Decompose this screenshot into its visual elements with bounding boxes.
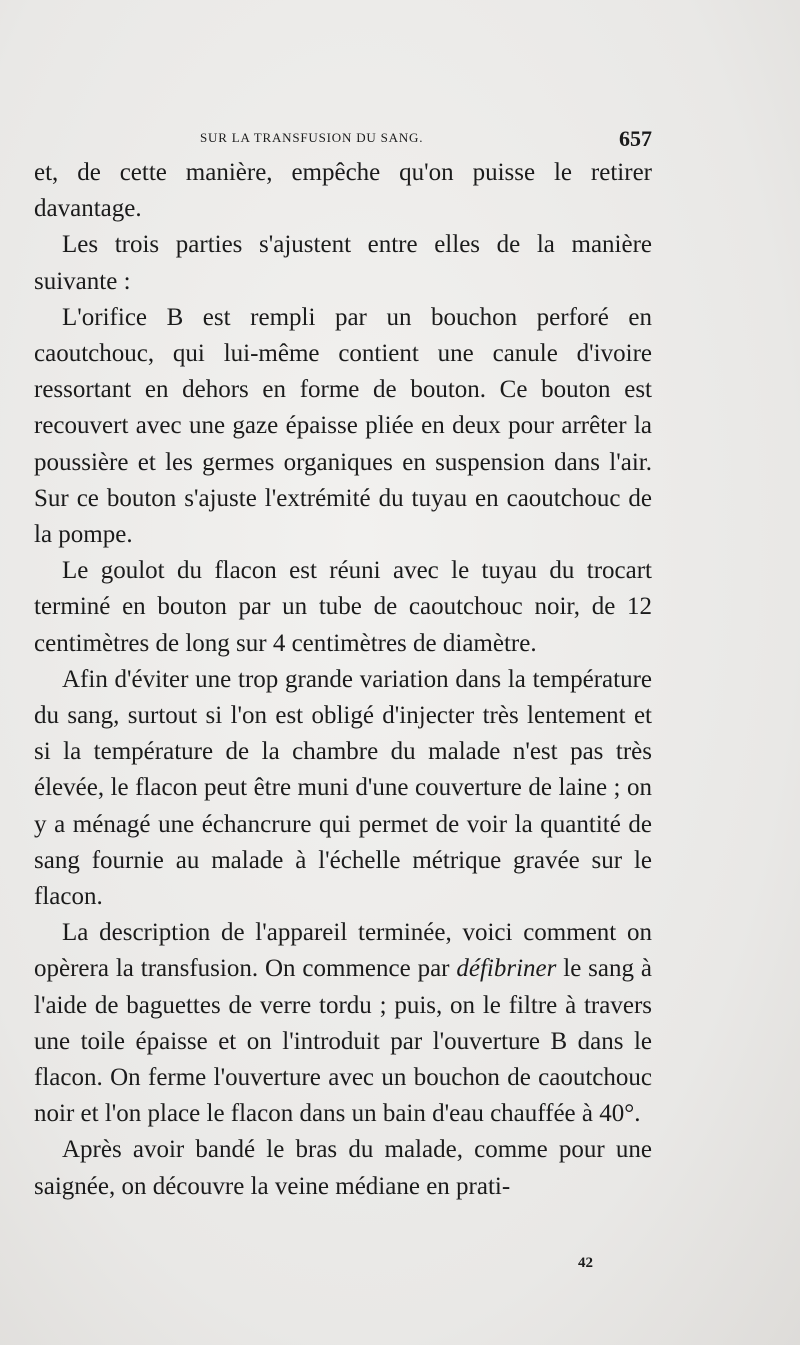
paragraph-7: Après avoir bandé le bras du malade, comme pour une saignée, on découvre la veine médiane en prati- <box>34 1136 652 1200</box>
running-title: SUR LA TRANSFUSION DU SANG. <box>200 130 424 145</box>
paragraph-6 <box>34 915 652 1132</box>
emphasis-defibriner: défibriner <box>456 955 557 983</box>
paragraph-6-text-before: La description de l'appareil terminée, voici comment on opèrera la transfusion. On commence par <box>34 919 652 983</box>
paragraph-1: et, de cette manière, empêche qu'on puisse le retirer davantage. <box>34 159 652 223</box>
paragraph-4: Le goulot du flacon est réuni avec le tuyau du trocart terminé en bouton par un tube de caoutchouc noir, de 12 centimètres de long sur 4 centimètres de diamètre. <box>34 557 652 657</box>
page-header <box>200 126 652 156</box>
paragraph-2: Les trois parties s'ajustent entre elles de la manière suivante : <box>34 231 652 295</box>
signature-mark: 42 <box>578 1255 593 1271</box>
paragraph-3: L'orifice B est rempli par un bouchon perforé en caoutchouc, qui lui-même contient une canule d'ivoire ressortant en dehors en forme de bouton. Ce bouton est recouvert avec une gaze épaisse pliée en deux pour arrêter la poussière et les germes organiques en suspension dans l'air. Sur ce bouton s'ajuste l'extrémité du tuyau en caoutchouc de la pompe. <box>34 303 652 549</box>
page-number: 657 <box>619 126 652 151</box>
paragraph-5: Afin d'éviter une trop grande variation dans la température du sang, surtout si l'on est obligé d'injecter très lentement et si la température de la chambre du malade n'est pas très élevée, le flacon peut être muni d'une couverture de laine ; on y a ménagé une échancrure qui permet de voir la quantité de sang fournie au malade à l'échelle métrique gravée sur le flacon. <box>34 665 652 911</box>
paragraph-6-text-after: le sang à l'aide de baguettes de verre tordu ; puis, on le filtre à travers une toile épaisse et on l'introduit par l'ouverture B dans le flacon. On ferme l'ouverture avec un bouchon de caoutchouc noir et l'on place le flacon dans un bain d'eau chauffée à 40°. <box>34 955 652 1128</box>
body-text <box>34 155 652 1205</box>
